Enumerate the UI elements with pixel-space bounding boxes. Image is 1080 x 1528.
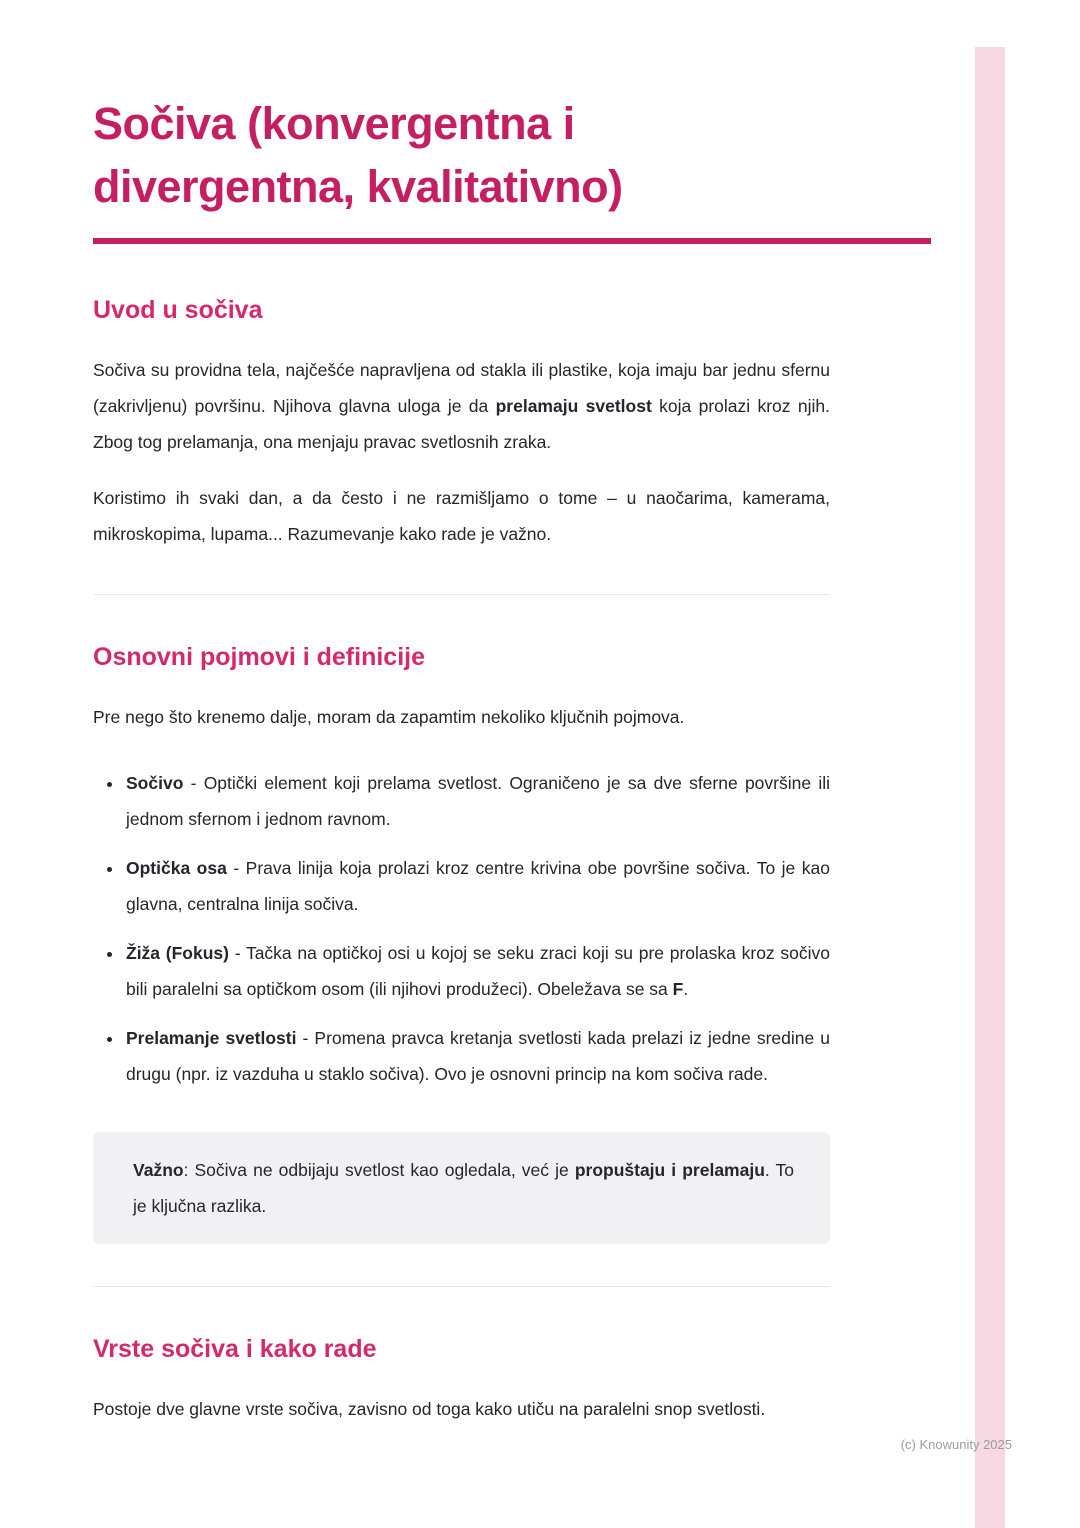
section-heading-vrste: Vrste sočiva i kako rade — [93, 1335, 377, 1363]
definition-text: - Optički element koji prelama svetlost. Ograničeno je sa dve sferne površine ili jednom sfernom i jednom ravnom. — [126, 773, 830, 829]
paragraph-vrste-1: Postoje dve glavne vrste sočiva, zavisno od toga kako utiču na paralelni snop svetlosti. — [93, 1399, 766, 1419]
page-accent-stripe — [975, 47, 1005, 1528]
definition-text: - Promena pravca kretanja svetlosti kada prelazi iz jedne sredine u drugu (npr. iz vazduha u staklo sočiva). Ovo je osnovni princip na kom sočiva rade. — [126, 1028, 831, 1084]
page-title: Sočiva (konvergentna i divergentna, kvalitativno) — [93, 98, 623, 212]
section-divider — [93, 1286, 830, 1287]
section-heading-pojmovi: Osnovni pojmovi i definicije — [93, 643, 425, 671]
definition-item — [124, 850, 830, 922]
definition-text: - Prava linija koja prolazi kroz centre krivina obe površine sočiva. To je kao glavna, centralna linija sočiva. — [126, 858, 830, 914]
section-heading-uvod: Uvod u sočiva — [93, 296, 263, 324]
paragraph-uvod-1 — [93, 352, 830, 460]
text-segment: : Sočiva ne odbijaju svetlost kao ogledala, već je — [183, 1160, 575, 1180]
document-content — [93, 0, 830, 1447]
definition-term: Žiža (Fokus) — [126, 943, 229, 963]
definition-term: Prelamanje svetlosti — [126, 1028, 297, 1048]
text-segment: . To je ključna razlika. — [133, 1160, 795, 1216]
definition-symbol: F — [672, 979, 684, 999]
bold-term: prelamaju svetlost — [495, 396, 652, 416]
definition-item — [124, 1020, 830, 1092]
definitions-list — [93, 765, 830, 1092]
text-segment: koja prolazi kroz njih. Zbog tog prelamanja, ona menjaju pravac svetlosnih zraka. — [93, 396, 830, 452]
section-divider — [93, 594, 830, 595]
bold-term: propuštaju i prelamaju — [574, 1160, 765, 1180]
definition-term: Optička osa — [126, 858, 227, 878]
definition-text: . — [683, 979, 689, 999]
important-callout — [93, 1132, 830, 1244]
copyright-footer: (c) Knowunity 2025 — [900, 1437, 1012, 1452]
title-underline-rule — [93, 238, 931, 244]
paragraph-uvod-2: Koristimo ih svaki dan, a da često i ne razmišljamo o tome – u naočarima, kamerama, mikroskopima, lupama... Razumevanje kako rade je važno. — [93, 488, 830, 544]
definition-item — [124, 765, 830, 837]
text-segment: Sočiva su providna tela, najčešće napravljena od stakla ili plastike, koja imaju bar jednu sfernu (zakrivljenu) površinu. Njihova glavna uloga je da — [93, 360, 830, 416]
definition-item — [124, 935, 830, 1007]
definition-term: Sočivo — [126, 773, 184, 793]
paragraph-pojmovi-intro: Pre nego što krenemo dalje, moram da zapamtim nekoliko ključnih pojmova. — [93, 707, 685, 727]
definition-text: - Tačka na optičkoj osi u kojoj se seku zraci koji su pre prolaska kroz sočivo bili paralelni sa optičkom osom (ili njihovi produžeci). Obeležava se sa — [126, 943, 831, 999]
callout-label: Važno — [133, 1160, 184, 1180]
